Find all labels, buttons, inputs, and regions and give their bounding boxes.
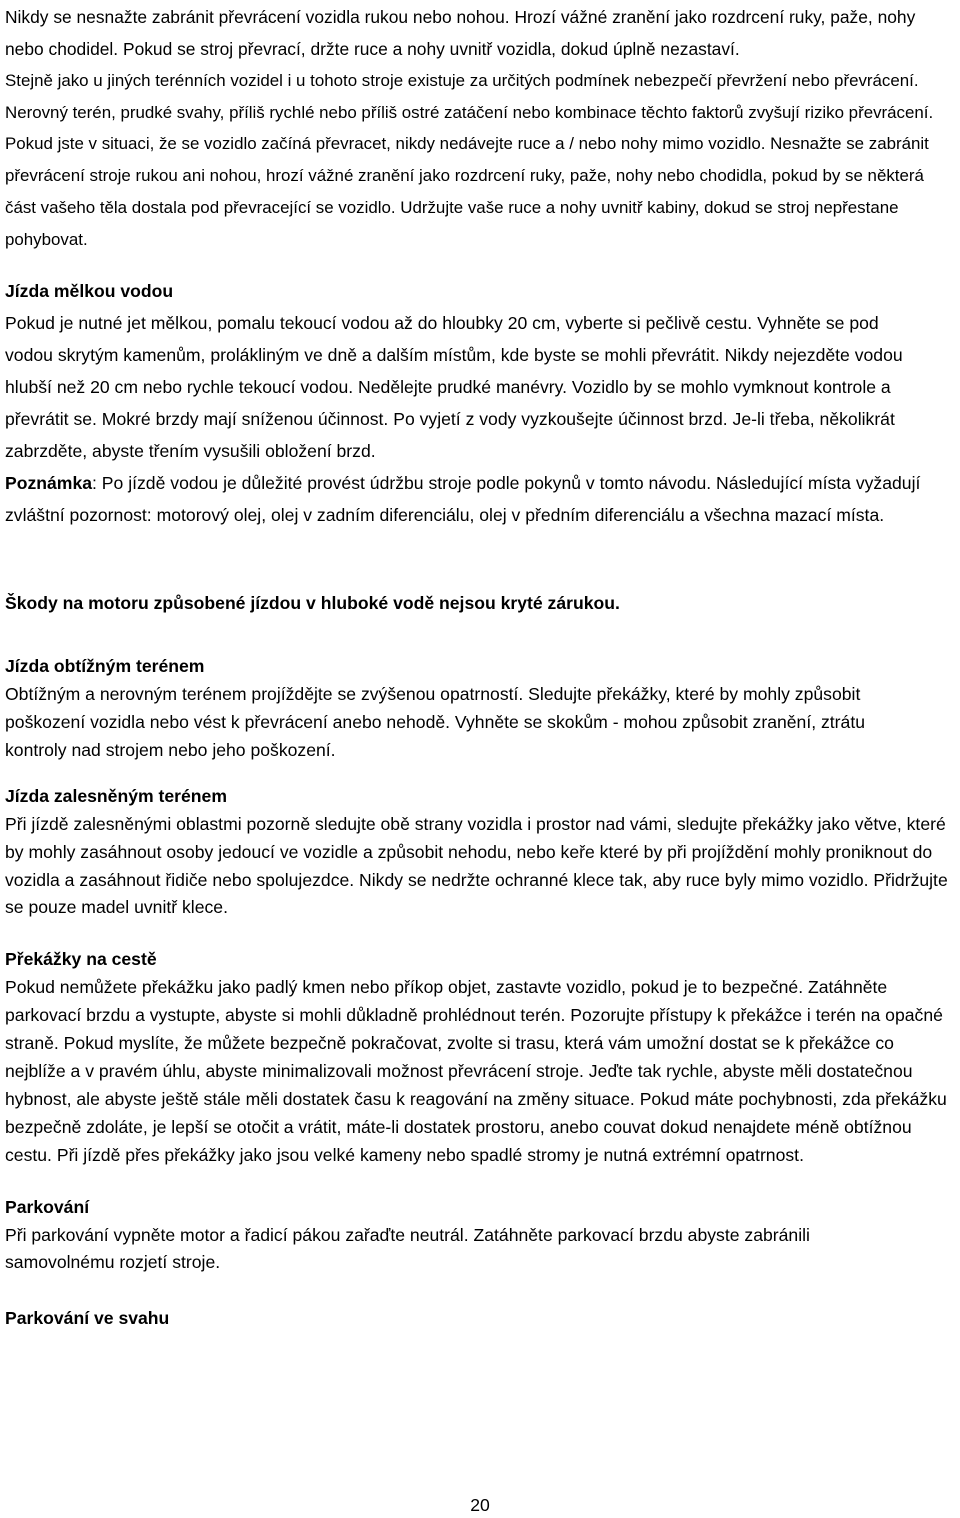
difficult-terrain-body: Obtížným a nerovným terénem projíždějte se zvýšenou opatrností. Sledujte překážky, které by mohly způsobit poškození vozidla nebo vést k převrácení anebo nehodě. Vyhněte se skokům - mohou způsobit zranění, ztrátu kontroly nad strojem nebo jeho poškození. [5,684,865,760]
parking-slope-heading: Parkování ve svahu [5,1308,170,1329]
shallow-water-body: Pokud je nutné jet mělkou, pomalu tekoucí vodou až do hloubky 20 cm, vyberte si pečlivě cestu. Vyhněte se pod vodou skrytým kamenům, prolákliným ve dně a dalším místům, kde byste se mohli převrátit. Nikdy nejezděte vodou hlubší než 20 cm nebo rychle tekoucí vodou. Nedělejte prudké manévry. Vozidlo by se mohlo vymknout kontrole a převrátit se. Mokré brzdy mají sníženou účinnost. Po vyjetí z vody vyzkoušejte účinnost brzd. Je-li třeba, několikrát zabrzděte, abyste třením vysušili obložení brzd. [5,313,903,462]
note-text: : Po jízdě vodou je důležité provést údržbu stroje podle pokynů v tomto návodu. Následující místa vyžadují zvláštní pozornost: motorový olej, olej v zadním diferenciálu, olej v předním diferenciálu a všechna mazací místa. [5,473,921,526]
parking-body: Při parkování vypněte motor a řadicí pákou zařaďte neutrál. Zatáhněte parkovací brzdu abyste zabránili samovolnému rozjetí stroje. [5,1224,810,1273]
parking-heading: Parkování [5,1196,90,1217]
obstacles-heading: Překážky na cestě [5,949,157,970]
shallow-water-note [5,467,957,531]
page-number: 20 [470,1495,490,1515]
forest-terrain-body: Při jízdě zalesněnými oblastmi pozorně sledujte obě strany vozidla i prostor nad vámi, sledujte překážky jako větve, které by mohly zasáhnout osoby jedoucí ve vozidle a způsobit nehodu, nebo keře které by při projíždění mohly proniknout do vozidla a zasáhnout řidiče nebo spolujezdce. Nikdy se nedržte ochranné klece tak, aby ruce byly mimo vozidlo. Přidržujte se pouze madel uvnitř klece. [5,813,948,918]
overturn-risk-paragraph: Stejně jako u jiných terénních vozidel i u tohoto stroje existuje za určitých podmínek nebezpečí převržení nebo převrácení. Nerovný terén, prudké svahy, příliš rychlé nebo příliš ostré zatáčení nebo kombinace těchto faktorů zvyšují riziko převrácení. Pokud jste v situaci, že se vozidlo začíná převracet, nikdy nedávejte ruce a / nebo nohy mimo vozidlo. Nesnažte se zabránit převrácení stroje rukou ani nohou, hrozí vážné zranění jako rozdrcení ruky, paže, nohy nebo chodidla, pokud by se některá část vašeho těla dostala pod převracející se vozidlo. Udržujte vaše ruce a nohy uvnitř kabiny, dokud se stroj nepřestane pohybovat. [5,71,934,249]
forest-terrain-heading: Jízda zalesněným terénem [5,785,227,806]
warranty-warning: Škody na motoru způsobené jízdou v hluboké vodě nejsou kryté zárukou. [5,593,620,614]
spacer [5,531,957,589]
spacer [5,1277,957,1305]
spacer [5,765,957,783]
document-page [5,0,957,1333]
spacer [5,922,957,946]
spacer [5,1170,957,1194]
spacer [5,255,957,275]
shallow-water-heading: Jízda mělkou vodou [5,281,174,302]
obstacles-body: Pokud nemůžete překážku jako padlý kmen nebo příkop objet, zastavte vozidlo, pokud je to bezpečné. Zatáhněte parkovací brzdu a vystupte, abyste si mohli důkladně prohlédnout terén. Pozorujte přístupy k překážce i terén na opačné straně. Pokud myslíte, že můžete bezpečně pokračovat, zvolte si trasu, která vám umožní dostat se k překážce co nejblíže a v pravém úhlu, abyste minimalizovali možnost převrácení stroje. Jeďte tak rychle, abyste měli dostatečnou hybnost, ale abyste ještě stále měli dostatek času k reagování na změny situace. Pokud máte pochybnosti, zda překážku bezpečně zdoláte, je lepší se otočit a vrátit, máte-li dostatek prostoru, anebo couvat dokud nenajdete méně obtížnou cestu. Při jízdě přes překážky jako jsou velké kameny nebo spadlé stromy je nutná extrémní opatrnost. [5,977,947,1165]
spacer [5,617,957,653]
difficult-terrain-heading: Jízda obtížným terénem [5,656,205,677]
overturn-warning-paragraph: Nikdy se nesnažte zabránit převrácení vozidla rukou nebo nohou. Hrozí vážné zranění jako rozdrcení ruky, paže, nohy nebo chodidel. Pokud se stroj převrací, držte ruce a nohy uvnitř vozidla, dokud úplně nezastaví. [5,7,916,59]
note-label: Poznámka [5,473,93,494]
